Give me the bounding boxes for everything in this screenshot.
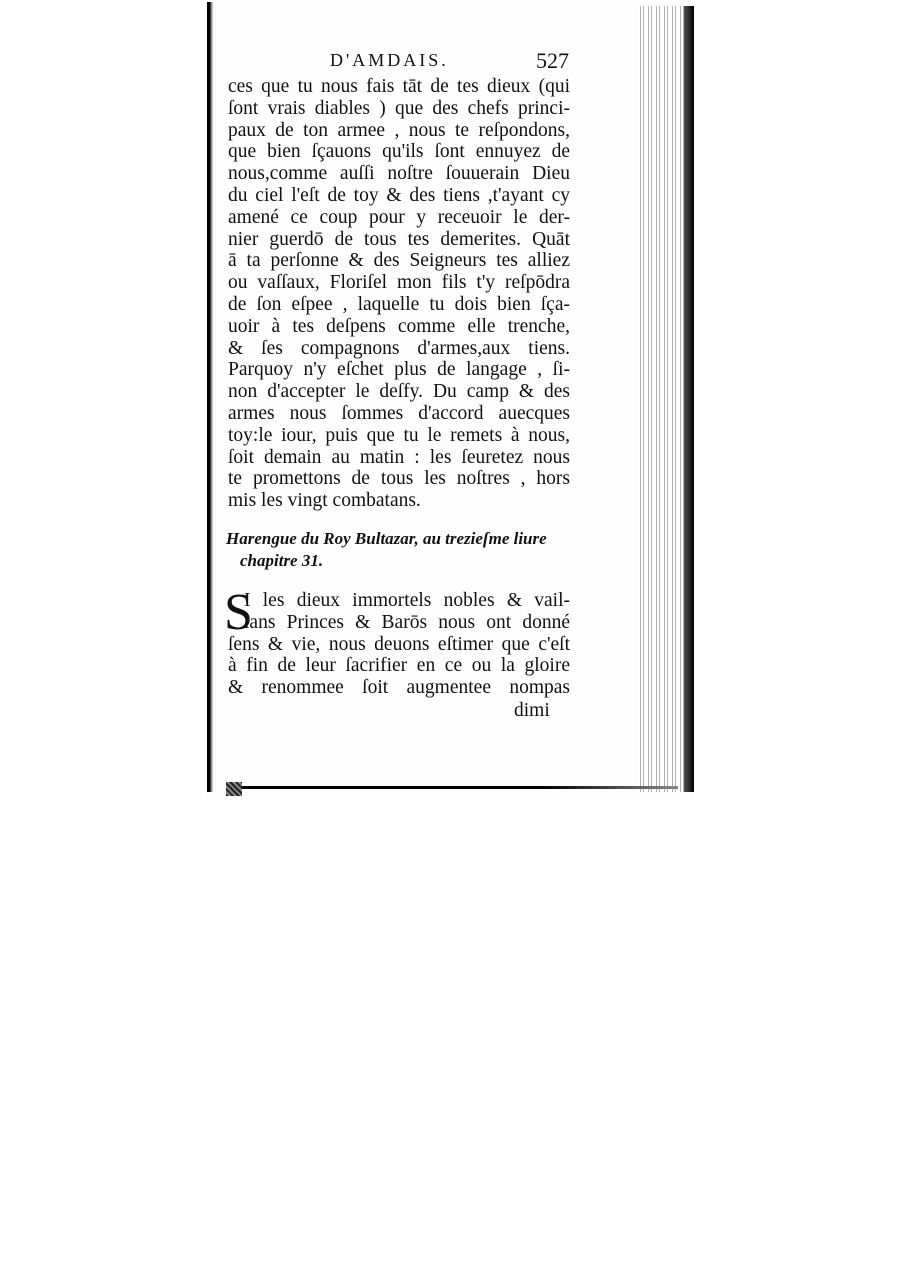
body-paragraph-2: [224, 584, 570, 699]
page-header: [228, 48, 573, 78]
heading-line: chapitre 31.: [240, 551, 324, 570]
drop-cap: S: [224, 584, 253, 641]
text-line: à fin de leur ſacrifier en ce ou la gloire: [228, 655, 570, 677]
text-line: armes nous ſommes d'accord auecques: [228, 402, 570, 424]
running-head: D'AMDAIS.: [330, 50, 449, 70]
body-paragraph-1: [228, 76, 570, 512]
text-line: Parquoy n'y eſchet plus de langage , ſi-: [228, 359, 570, 381]
text-line: que bien ſçauons qu'ils ſont ennuyez de: [228, 141, 570, 163]
text-line: nier guerdō de tous tes demerites. Quāt: [228, 228, 570, 250]
text-line: de ſon eſpee , laquelle tu dois bien ſça-: [228, 293, 570, 315]
text-line: I les dieux immortels nobles & vail-: [244, 590, 570, 611]
page-gutter-edge: [207, 2, 213, 792]
text-line: nous,comme auſſi noſtre ſouuerain Dieu: [228, 163, 570, 185]
text-line: amené ce coup pour y receuoir le der-: [228, 206, 570, 228]
heading-line: Harengue du Roy Bultazar, au trezieſme liure: [226, 529, 547, 548]
bottom-edge-rule: [228, 786, 678, 789]
text-line: uoir à tes deſpens comme elle trenche,: [228, 315, 570, 337]
text-line: ā ta perſonne & des Seigneurs tes alliez: [228, 250, 570, 272]
text-line: & renommee ſoit augmentee nompas: [228, 677, 570, 699]
text-line: toy:le iour, puis que tu le remets à nous,: [228, 424, 570, 446]
text-line: & ſes compagnons d'armes,aux tiens.: [228, 337, 570, 359]
text-line: non d'accepter le deſfy. Du camp & des: [228, 381, 570, 403]
ink-smudge: [226, 782, 242, 796]
text-line: paux de ton armee , nous te reſpondons,: [228, 119, 570, 141]
text-line: du ciel l'eſt de toy & des tiens ,t'ayant cy: [228, 184, 570, 206]
catchword: dimi: [514, 700, 550, 721]
text-line: mis les vingt combatans.: [228, 490, 421, 512]
text-line: ſoit demain au matin : les ſeuretez nous: [228, 446, 570, 468]
text-line: ou vaſſaux, Floriſel mon fils t'y reſpōdra: [228, 272, 570, 294]
text-line: ſont vrais diables ) que des chefs princi-: [228, 97, 570, 119]
section-heading: [226, 528, 571, 572]
text-line: ces que tu nous fais tāt de tes dieux (qui: [228, 76, 570, 97]
text-line: te promettons de tous les noſtres , hors: [228, 468, 570, 490]
text-line: lans Princes & Barōs nous ont donné: [244, 611, 570, 633]
page-number: 527: [536, 48, 569, 73]
text-line: ſens & vie, nous deuons eſtimer que c'eſt: [228, 633, 570, 655]
page-fore-edge: [638, 6, 694, 792]
